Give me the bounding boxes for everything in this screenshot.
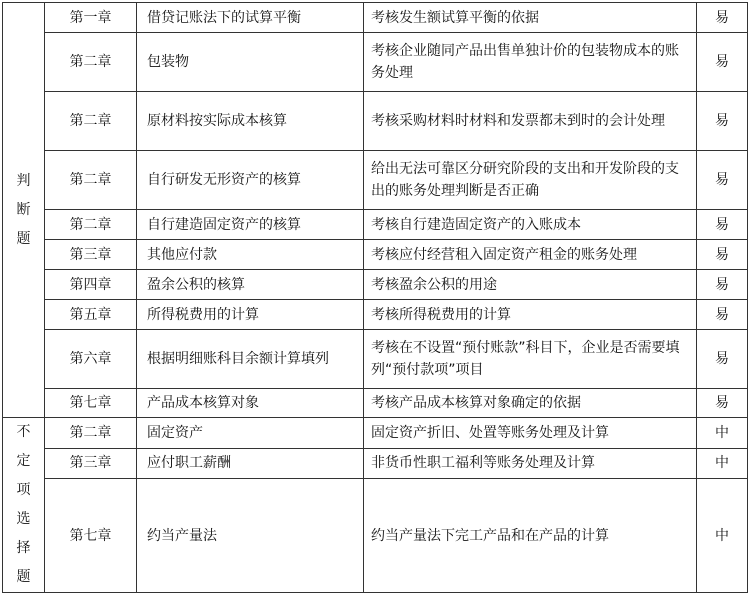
difficulty-cell: 易 — [697, 92, 748, 151]
group-label-char: 题 — [16, 569, 31, 585]
chapter-cell: 第二章 — [45, 151, 137, 210]
topic-cell: 盈余公积的核算 — [137, 270, 364, 300]
difficulty-cell: 易 — [697, 270, 748, 300]
difficulty-cell: 易 — [697, 210, 748, 240]
description-cell: 固定资产折旧、处置等账务处理及计算 — [364, 418, 697, 449]
group-label-judgment — [3, 3, 45, 418]
chapter-cell: 第三章 — [45, 240, 137, 270]
table-row — [3, 240, 748, 270]
exam-topics-table — [2, 2, 748, 593]
table-row — [3, 300, 748, 330]
group-label-char: 项 — [16, 482, 31, 498]
topic-cell: 自行建造固定资产的核算 — [137, 210, 364, 240]
difficulty-cell: 易 — [697, 300, 748, 330]
description-cell: 考核应付经营租入固定资产租金的账务处理 — [364, 240, 697, 270]
chapter-cell: 第二章 — [45, 210, 137, 240]
difficulty-cell: 易 — [697, 3, 748, 33]
difficulty-cell: 中 — [697, 448, 748, 479]
group-label-char: 不 — [16, 424, 31, 440]
table-row — [3, 210, 748, 240]
topic-cell: 固定资产 — [137, 418, 364, 449]
difficulty-cell: 中 — [697, 479, 748, 593]
chapter-cell: 第七章 — [45, 479, 137, 593]
chapter-cell: 第五章 — [45, 300, 137, 330]
description-cell: 考核发生额试算平衡的依据 — [364, 3, 697, 33]
table-row — [3, 33, 748, 92]
chapter-cell: 第二章 — [45, 33, 137, 92]
table-row — [3, 448, 748, 479]
chapter-cell: 第一章 — [45, 3, 137, 33]
difficulty-cell: 易 — [697, 151, 748, 210]
topic-cell: 应付职工薪酬 — [137, 448, 364, 479]
difficulty-cell: 易 — [697, 33, 748, 92]
topic-cell: 根据明细账科目余额计算填列 — [137, 330, 364, 389]
topic-cell: 原材料按实际成本核算 — [137, 92, 364, 151]
topic-cell: 其他应付款 — [137, 240, 364, 270]
chapter-cell: 第四章 — [45, 270, 137, 300]
topic-cell: 所得税费用的计算 — [137, 300, 364, 330]
table-row — [3, 330, 748, 389]
chapter-cell: 第二章 — [45, 418, 137, 449]
difficulty-cell: 易 — [697, 389, 748, 418]
group-label-char: 断 — [16, 201, 31, 218]
chapter-cell: 第七章 — [45, 389, 137, 418]
table-row — [3, 479, 748, 593]
difficulty-cell: 易 — [697, 330, 748, 389]
description-cell: 考核企业随同产品出售单独计价的包装物成本的账务处理 — [364, 33, 697, 92]
chapter-cell: 第三章 — [45, 448, 137, 479]
group-label-char: 择 — [16, 540, 31, 556]
description-cell: 考核盈余公积的用途 — [364, 270, 697, 300]
topic-cell: 产品成本核算对象 — [137, 389, 364, 418]
topic-cell: 包装物 — [137, 33, 364, 92]
chapter-cell: 第六章 — [45, 330, 137, 389]
description-cell: 约当产量法下完工产品和在产品的计算 — [364, 479, 697, 593]
description-cell: 考核采购材料时材料和发票都未到时的会计处理 — [364, 92, 697, 151]
group-label-char: 定 — [16, 453, 31, 469]
difficulty-cell: 易 — [697, 240, 748, 270]
table-row — [3, 92, 748, 151]
chapter-cell: 第二章 — [45, 92, 137, 151]
table-row — [3, 418, 748, 449]
description-cell: 给出无法可靠区分研究阶段的支出和开发阶段的支出的账务处理判断是否正确 — [364, 151, 697, 210]
group-label-char: 选 — [16, 511, 31, 527]
description-cell: 非货币性职工福利等账务处理及计算 — [364, 448, 697, 479]
topic-cell: 自行研发无形资产的核算 — [137, 151, 364, 210]
description-cell: 考核产品成本核算对象确定的依据 — [364, 389, 697, 418]
table-row — [3, 3, 748, 33]
difficulty-cell: 中 — [697, 418, 748, 449]
table-row — [3, 389, 748, 418]
group-label-multiple-choice — [3, 418, 45, 593]
description-cell: 考核在不设置“预付账款”科目下，企业是否需要填列“预付款项”项目 — [364, 330, 697, 389]
table-row — [3, 151, 748, 210]
description-cell: 考核所得税费用的计算 — [364, 300, 697, 330]
group-label-char: 题 — [16, 230, 31, 247]
group-label-char: 判 — [16, 172, 31, 189]
topic-cell: 约当产量法 — [137, 479, 364, 593]
topic-cell: 借贷记账法下的试算平衡 — [137, 3, 364, 33]
table-row — [3, 270, 748, 300]
description-cell: 考核自行建造固定资产的入账成本 — [364, 210, 697, 240]
